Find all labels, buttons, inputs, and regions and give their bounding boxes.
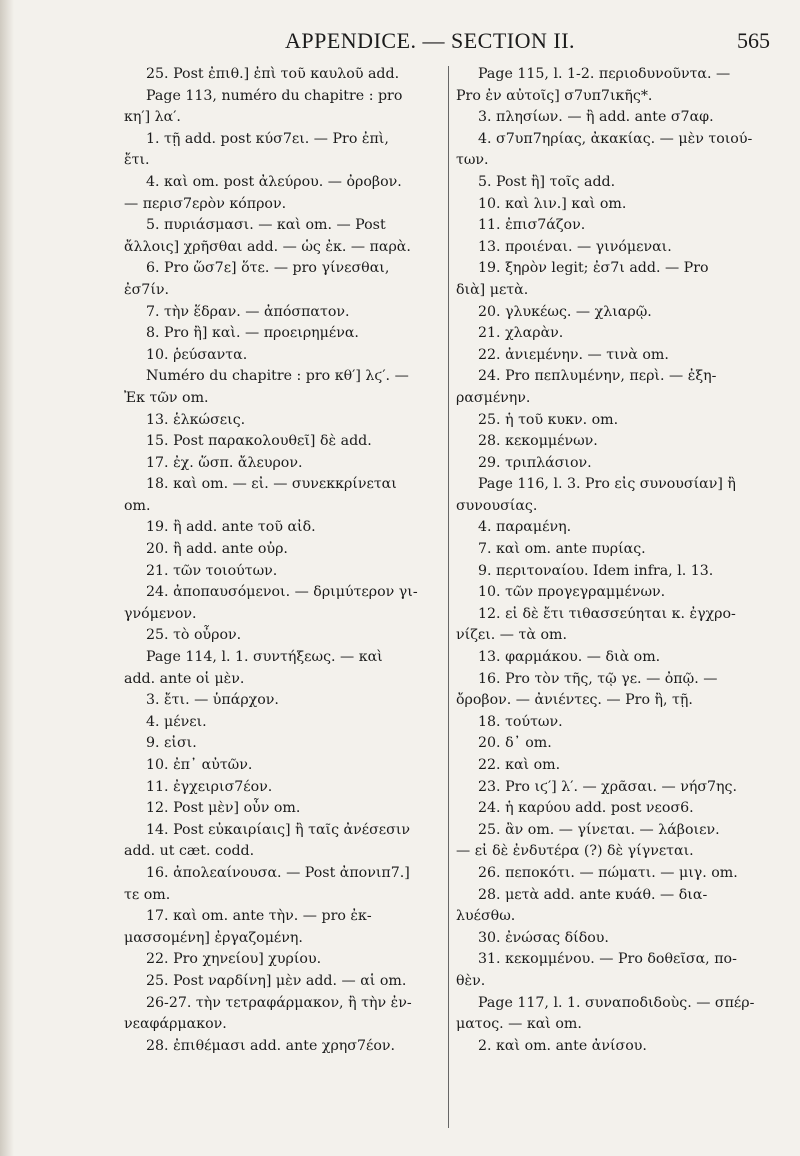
page-number: 565 — [737, 28, 770, 53]
text-line: om. — [124, 497, 151, 514]
text-line: 14. Post εὐκαιρίαις] ἢ ταῖς ἀνέσεσιν — [146, 821, 411, 838]
text-line: 20. δ᾽ om. — [478, 735, 552, 752]
text-line: 17. ἐχ. ὥσπ. ἄλευρον. — [146, 454, 303, 471]
text-line: 1. τῇ add. post κύσ7ει. — Pro ἐπὶ, — [146, 130, 389, 147]
text-line: 28. κεκομμένων. — [478, 433, 598, 450]
text-line: τε om. — [124, 886, 171, 903]
text-line: 5. πυριάσμασι. — καὶ om. — Post — [146, 217, 386, 234]
text-line: 13. ἑλκώσεις. — [146, 411, 246, 428]
text-line: 24. ἡ καρύου add. post νεοσ6. — [478, 800, 694, 817]
text-line: Numéro du chapitre : pro κθ′] λϛ′. — — [146, 368, 409, 385]
text-line: 10. καὶ λιν.] καὶ om. — [478, 195, 627, 212]
running-title: APPENDICE. — SECTION II. — [285, 28, 576, 53]
text-line: 19. ξηρὸν legit; ἐσ7ι add. — Pro — [478, 260, 709, 277]
left-column — [124, 64, 442, 1057]
text-line: 11. ἐπισ7άζον. — [478, 217, 586, 234]
text-line: 25. ἂν om. — γίνεται. — λάβοιεν. — [478, 821, 720, 838]
text-line: 19. ἢ add. ante τοῦ αἰδ. — [146, 519, 316, 536]
text-line: μασσομένη] ἐργαζομένη. — [124, 929, 303, 946]
text-line: add. ante οἱ μὲν. — [124, 670, 245, 687]
text-line: 23. Pro ιϛ′] λ′. — χρᾶσαι. — νήσ7ης. — [478, 778, 738, 795]
text-line: 12. Post μὲν] οὖν om. — [146, 800, 301, 817]
text-line: 5. Post ἢ] τοῖς add. — [478, 173, 616, 190]
text-line: 28. μετὰ add. ante κυάθ. — δια- — [478, 886, 708, 903]
text-line: 28. ἐπιθέμασι add. ante χρησ7έον. — [146, 1037, 396, 1054]
text-line: 31. κεκομμένου. — Pro δοθεῖσα, πο- — [478, 951, 737, 968]
text-line: 4. μένει. — [146, 713, 207, 730]
text-line: 7. τὴν ἕδραν. — ἀπόσπατον. — [146, 303, 350, 320]
text-line: 16. Pro τὸν τῆς, τῷ γε. — ὀπῷ. — — [478, 670, 718, 687]
text-line: γνόμενον. — [124, 605, 197, 622]
text-line: 3. ἔτι. — ὑπάρχον. — [146, 692, 279, 709]
text-line: 9. εἰσι. — [146, 735, 197, 752]
text-line: Page 116, l. 3. Pro εἰς συνουσίαν] ἢ — [478, 476, 736, 493]
text-line: θὲν. — [456, 972, 486, 989]
text-line: 6. Pro ὥσ7ε] ὅτε. — pro γίνεσθαι, — [146, 260, 390, 277]
text-line: 20. γλυκέως. — χλιαρῷ. — [478, 303, 652, 320]
text-line: διὰ] μετὰ. — [456, 281, 529, 298]
text-line: 24. ἀποπαυσόμενοι. — δριμύτερον γι- — [146, 584, 418, 601]
text-line: 18. τούτων. — [478, 713, 563, 730]
text-line: — εἰ δὲ ἐνδυτέρα (?) δὲ γίγνεται. — [456, 843, 694, 860]
text-line: 24. Pro πεπλυμένην, περὶ. — ἐξη- — [478, 368, 717, 385]
text-line: 26-27. τὴν τετραφάρμακον, ἢ τὴν ἐν- — [146, 994, 412, 1011]
text-line: 25. τὸ οὖρον. — [146, 627, 242, 644]
text-line: 8. Pro ἢ] καὶ. — προειρημένα. — [146, 325, 359, 342]
text-line: — περισ7ερὸν κόπρον. — [124, 195, 287, 212]
text-line: 3. πλησίων. — ἢ add. ante σ7αφ. — [478, 109, 714, 126]
column-divider — [448, 66, 449, 1128]
text-line: 30. ἐνώσας δίδου. — [478, 929, 609, 946]
text-line: 12. εἰ δὲ ἔτι τιθασσεύηται κ. ἐγχρο- — [478, 605, 736, 622]
text-line: 22. Pro χηνείου] χυρίου. — [146, 951, 322, 968]
text-line: ματος. — καὶ om. — [456, 1016, 582, 1033]
text-line: 4. παραμένη. — [478, 519, 572, 536]
text-line: νεαφάρμακον. — [124, 1016, 227, 1033]
text-line: των. — [456, 152, 489, 169]
text-line: 29. τριπλάσιον. — [478, 454, 592, 471]
text-line: 10. ῥεύσαντα. — [146, 346, 248, 363]
page-header — [130, 28, 770, 60]
text-line: Page 117, l. 1. συναποδιδοὺς. — σπέρ- — [478, 994, 755, 1011]
text-line: 25. Post ναρδίνη] μὲν add. — αἱ om. — [146, 972, 407, 989]
text-line: ἐσ7ίν. — [124, 281, 170, 298]
text-line: Pro ἐν αὐτοῖς] σ7υπ7ικῆς*. — [456, 87, 653, 104]
text-line: 22. καὶ om. — [478, 757, 561, 773]
text-line: add. ut cæt. codd. — [124, 843, 255, 860]
text-line: 21. τῶν τοιούτων. — [146, 562, 278, 579]
text-line: 10. ἐπ᾽ αὐτῶν. — [146, 757, 253, 773]
text-line: Ἐκ τῶν om. — [124, 389, 209, 406]
text-line: 25. ἡ τοῦ κυκν. om. — [478, 411, 619, 428]
right-column — [456, 64, 774, 1057]
text-line: Page 113, numéro du chapitre : pro — [146, 87, 403, 104]
page-spine-shadow — [0, 0, 14, 1156]
text-line: ὄροβον. — ἀνιέντες. — Pro ἢ, τῇ. — [456, 692, 693, 709]
text-line: συνουσίας. — [456, 497, 538, 514]
text-line: 21. χλαρὰν. — [478, 325, 564, 342]
text-line: 20. ἢ add. ante οὐρ. — [146, 541, 288, 558]
text-line: Page 115, l. 1-2. περιοδυνοῦντα. — — [478, 66, 731, 82]
text-line: 18. καὶ om. — εἰ. — συνεκκρίνεται — [146, 476, 397, 493]
text-line: 11. ἐγχειρισ7έον. — [146, 778, 273, 795]
text-line: 4. καὶ om. post ἀλεύρου. — ὀροβον. — [146, 173, 402, 190]
text-line: κη′] λα′. — [124, 109, 181, 126]
text-line: 16. ἀπολεαίνουσα. — Post ἀπονιπ7.] — [146, 864, 410, 881]
text-line: 13. φαρμάκου. — διὰ om. — [478, 649, 661, 666]
text-line: Page 114, l. 1. συντήξεως. — καὶ — [146, 649, 383, 666]
text-line: λυέσθω. — [456, 908, 516, 925]
text-line: 9. περιτοναίου. Idem infra, l. 13. — [478, 562, 714, 579]
text-line: 7. καὶ om. ante πυρίας. — [478, 541, 646, 558]
text-line: ἔτι. — [124, 152, 150, 169]
text-line: 10. τῶν προγεγραμμένων. — [478, 584, 666, 601]
text-line: 25. Post ἐπιθ.] ἐπὶ τοῦ καυλοῦ add. — [146, 66, 400, 82]
text-line: ρασμένην. — [456, 389, 531, 406]
text-line: 22. ἀνιεμένην. — τινὰ om. — [478, 346, 669, 363]
text-line: 17. καὶ om. ante τὴν. — pro ἐκ- — [146, 908, 372, 925]
text-line: 4. σ7υπ7ηρίας, ἀκακίας. — μὲν τοιού- — [478, 130, 753, 147]
text-line: ἄλλοις] χρῆσθαι add. — ὡς ἐκ. — παρὰ. — [124, 238, 411, 255]
text-line: 26. πεποκότι. — πώματι. — μιγ. om. — [478, 864, 738, 881]
text-line: 15. Post παρακολουθεῖ] δὲ add. — [146, 433, 372, 450]
text-line: νίζει. — τὰ om. — [456, 627, 567, 644]
text-line: 2. καὶ om. ante ἀνίσου. — [478, 1037, 647, 1054]
text-line: 13. προιέναι. — γινόμεναι. — [478, 238, 672, 255]
